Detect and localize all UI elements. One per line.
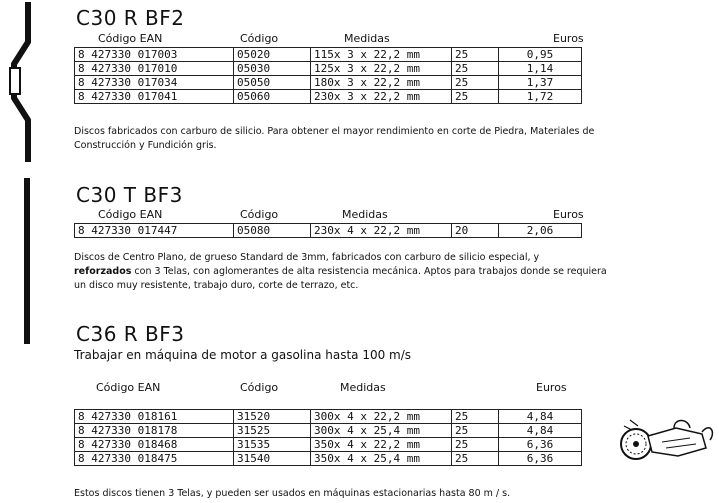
table-row — [75, 76, 582, 90]
cell-size: 125x 3 x 22,2 mm — [311, 62, 452, 76]
cell-ean: 8 427330 017003 — [75, 48, 234, 62]
cell-qty: 25 — [452, 48, 499, 62]
cell-price: 2,06 — [499, 224, 582, 238]
cell-price: 6,36 — [499, 438, 582, 452]
cell-price: 0,95 — [499, 48, 582, 62]
cell-ean: 8 427330 018178 — [75, 424, 234, 438]
cell-ean: 8 427330 018468 — [75, 438, 234, 452]
cell-price: 1,37 — [499, 76, 582, 90]
table-row — [75, 410, 582, 424]
header-code: Código — [240, 208, 279, 221]
flat-disc-side-icon — [20, 178, 34, 344]
cell-size: 230x 4 x 22,2 mm — [311, 224, 452, 238]
header-size: Medidas — [340, 381, 386, 394]
cell-qty: 25 — [452, 424, 499, 438]
product-subtitle: Trabajar en máquina de motor a gasolina hasta 100 m/s — [74, 348, 412, 362]
cell-code: 05030 — [234, 62, 311, 76]
cell-code: 31540 — [234, 452, 311, 466]
description-rest: con 3 Telas, con aglomerantes de alta resistencia mecánica. Aptos para trabajos donde se requiera un disco muy resistente, trabajo duro, corte de terrazo, etc. — [74, 266, 607, 291]
cell-qty: 20 — [452, 224, 499, 238]
product-table — [74, 223, 582, 238]
cell-size: 115x 3 x 22,2 mm — [311, 48, 452, 62]
cell-qty: 25 — [452, 438, 499, 452]
cell-size: 350x 4 x 22,2 mm — [311, 438, 452, 452]
product-title: C30 T BF3 — [76, 183, 183, 207]
cell-code: 31535 — [234, 438, 311, 452]
cell-ean: 8 427330 017010 — [75, 62, 234, 76]
cell-qty: 25 — [452, 410, 499, 424]
petrol-cut-off-saw-icon — [618, 414, 716, 466]
header-ean: Código EAN — [98, 32, 163, 45]
cell-qty: 25 — [452, 90, 499, 104]
header-size: Medidas — [342, 208, 388, 221]
product-title: C36 R BF3 — [76, 322, 185, 346]
description-line: Discos de Centro Plano, de grueso Standard de 3mm, fabricados con carburo de silicio especial, y — [74, 252, 540, 263]
header-euros: Euros — [536, 381, 567, 394]
header-code: Código — [240, 381, 279, 394]
cell-ean: 8 427330 017041 — [75, 90, 234, 104]
header-euros: Euros — [553, 208, 584, 221]
cell-size: 180x 3 x 22,2 mm — [311, 76, 452, 90]
product-description: Estos discos tienen 3 Telas, y pueden ser usados en máquinas estacionarias hasta 80 m / s. — [74, 488, 511, 499]
cell-price: 1,72 — [499, 90, 582, 104]
table-row — [75, 48, 582, 62]
header-size: Medidas — [344, 32, 390, 45]
cell-qty: 25 — [452, 62, 499, 76]
header-code: Código — [240, 32, 279, 45]
cell-ean: 8 427330 018475 — [75, 452, 234, 466]
cell-size: 300x 4 x 25,4 mm — [311, 424, 452, 438]
cell-price: 1,14 — [499, 62, 582, 76]
table-row — [75, 90, 582, 104]
product-description — [74, 251, 614, 293]
cell-price: 4,84 — [499, 410, 582, 424]
table-row — [75, 424, 582, 438]
description-bold: reforzados — [74, 266, 132, 277]
cell-code: 05060 — [234, 90, 311, 104]
product-title: C30 R BF2 — [76, 6, 185, 30]
table-row — [75, 452, 582, 466]
cell-qty: 25 — [452, 452, 499, 466]
cell-price: 4,84 — [499, 424, 582, 438]
cell-ean: 8 427330 018161 — [75, 410, 234, 424]
cell-code: 31525 — [234, 424, 311, 438]
table-row — [75, 438, 582, 452]
cell-size: 350x 4 x 25,4 mm — [311, 452, 452, 466]
product-description: Discos fabricados con carburo de silicio. Para obtener el mayor rendimiento en corte de Piedra, Materiales de Construcción y Fundición gris. — [74, 126, 595, 151]
depressed-center-disc-side-icon — [6, 2, 42, 162]
cell-ean: 8 427330 017447 — [75, 224, 234, 238]
cell-ean: 8 427330 017034 — [75, 76, 234, 90]
product-table — [74, 409, 582, 466]
cell-size: 230x 3 x 22,2 mm — [311, 90, 452, 104]
cell-code: 31520 — [234, 410, 311, 424]
table-row — [75, 224, 582, 238]
cell-qty: 25 — [452, 76, 499, 90]
cell-price: 6,36 — [499, 452, 582, 466]
cell-code: 05050 — [234, 76, 311, 90]
header-euros: Euros — [553, 32, 584, 45]
cell-code: 05020 — [234, 48, 311, 62]
product-table — [74, 47, 582, 104]
cell-size: 300x 4 x 22,2 mm — [311, 410, 452, 424]
table-row — [75, 62, 582, 76]
cell-code: 05080 — [234, 224, 311, 238]
header-ean: Código EAN — [96, 381, 161, 394]
header-ean: Código EAN — [98, 208, 163, 221]
